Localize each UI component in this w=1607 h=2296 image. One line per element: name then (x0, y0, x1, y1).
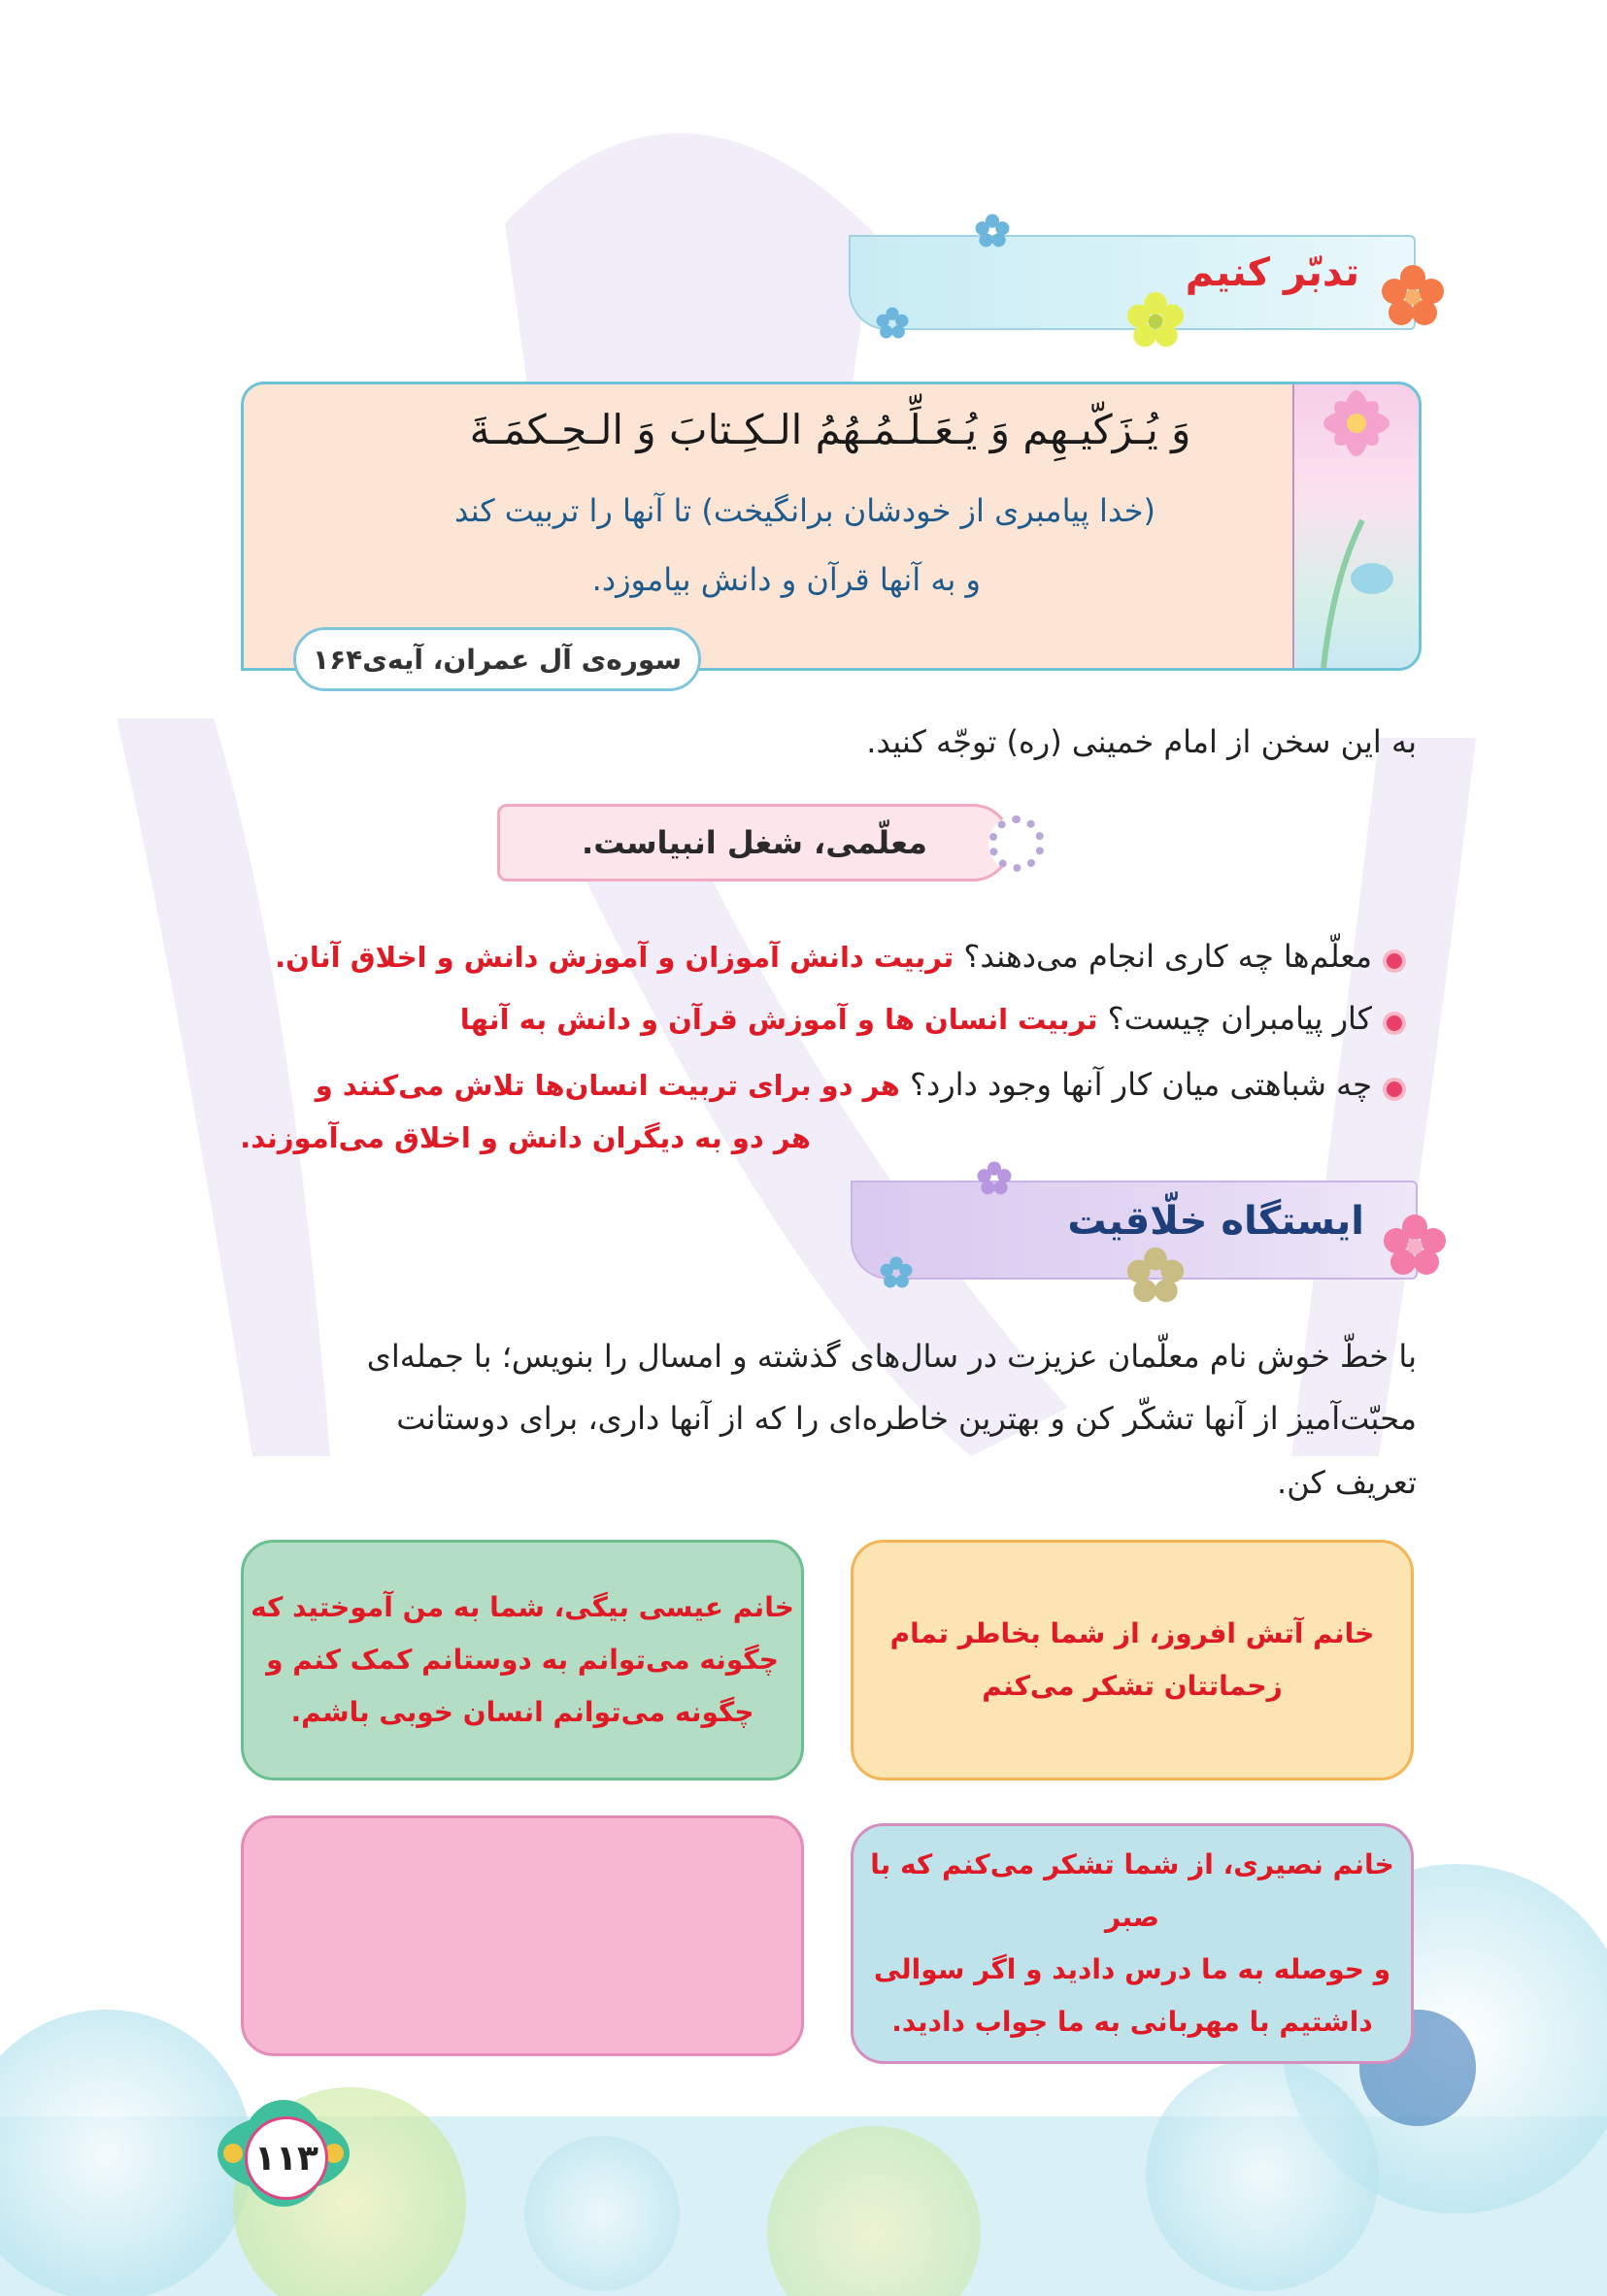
teacher-card-4-empty[interactable] (241, 1815, 804, 2056)
bullet-icon (1383, 1012, 1406, 1035)
flower-icon (977, 1161, 1012, 1196)
verse-translation-line-2: و به آنها قرآن و دانش بیاموزد. (591, 561, 981, 598)
teacher-card-3: خانم نصیری، از شما تشکر می‌کنم که با صبر و حوصله به ما درس دادید و اگر سوالی داشتیم با مهربانی به ما جواب دادید. (851, 1823, 1414, 2064)
flower-icon (1126, 1247, 1185, 1305)
verse-translation-line-1: (خدا پیامبری از خودشان برانگیخت) تا آنها را تربیت کند (453, 492, 1155, 529)
flower-icon (1383, 1214, 1447, 1278)
question-line-2 (460, 1000, 1372, 1037)
reflect-section-title: تدبّر کنیم (1185, 250, 1359, 295)
teacher-card-1: خانم آتش افروز، از شما بخاطر تمام زحماتتان تشکر می‌کنم (851, 1540, 1414, 1780)
flower-icon (1381, 264, 1445, 328)
answer-text: تربیت دانش آموزان و آموزش دانش و اخلاق آنان. (275, 941, 954, 974)
intro-text: به این سخن از امام خمینی (ره) توجّه کنید. (866, 723, 1417, 760)
question-text: چه شباهتی میان کار آنها وجود دارد؟ (909, 1066, 1372, 1103)
instruction-line-1: با خطّ خوش نام معلّمان عزیزت در سال‌های گذشته و امسال را بنویس؛ با جمله‌ای (366, 1338, 1417, 1375)
instruction-line-3: تعریف کن. (1277, 1464, 1417, 1501)
quote-box: معلّمی، شغل انبیاست. (497, 804, 1012, 882)
answer-text: تربیت انسان ها و آموزش قرآن و دانش به آنها (459, 1003, 1098, 1036)
question-line-3 (316, 1066, 1372, 1103)
flower-icon (1126, 291, 1185, 349)
question-line-1 (275, 938, 1372, 975)
answer-continuation: هر دو به دیگران دانش و اخلاق می‌آموزند. (240, 1121, 811, 1154)
verse-arabic-text: وَ یُـزَکّیـهِم وَ یُـعَـلِّـمُـهُمُ الـکِـتابَ وَ الـحِـکمَـةَ (469, 406, 1191, 453)
flower-icon (988, 815, 1045, 872)
flower-icon (975, 214, 1010, 249)
question-text: معلّم‌ها چه کاری انجام می‌دهند؟ (963, 938, 1372, 975)
flower-icon (876, 307, 909, 340)
bullet-icon (1383, 949, 1406, 973)
creativity-section-title: ایستگاه خلّاقیت (1067, 1199, 1364, 1244)
instruction-line-2: محبّت‌آمیز از آنها تشکّر کن و بهترین خاطره‌ای را که از آنها داری، برای دوستانت (396, 1400, 1417, 1437)
teacher-card-2: خانم عیسی بیگی، شما به من آموختید که چگونه می‌توانم به دوستانم کمک کنم و چگونه می‌توانم انسان خوبی باشم. (241, 1540, 804, 1780)
answer-text: هر دو برای تربیت انسان‌ها تلاش می‌کنند و (315, 1069, 900, 1102)
flower-icon (880, 1256, 913, 1289)
bullet-icon (1383, 1078, 1406, 1101)
verse-source-badge: سوره‌ی آل عمران، آیه‌ی۱۶۴ (293, 627, 701, 691)
question-text: کار پیامبران چیست؟ (1107, 1000, 1372, 1037)
page-number: ۱۱۳ (245, 2116, 328, 2200)
